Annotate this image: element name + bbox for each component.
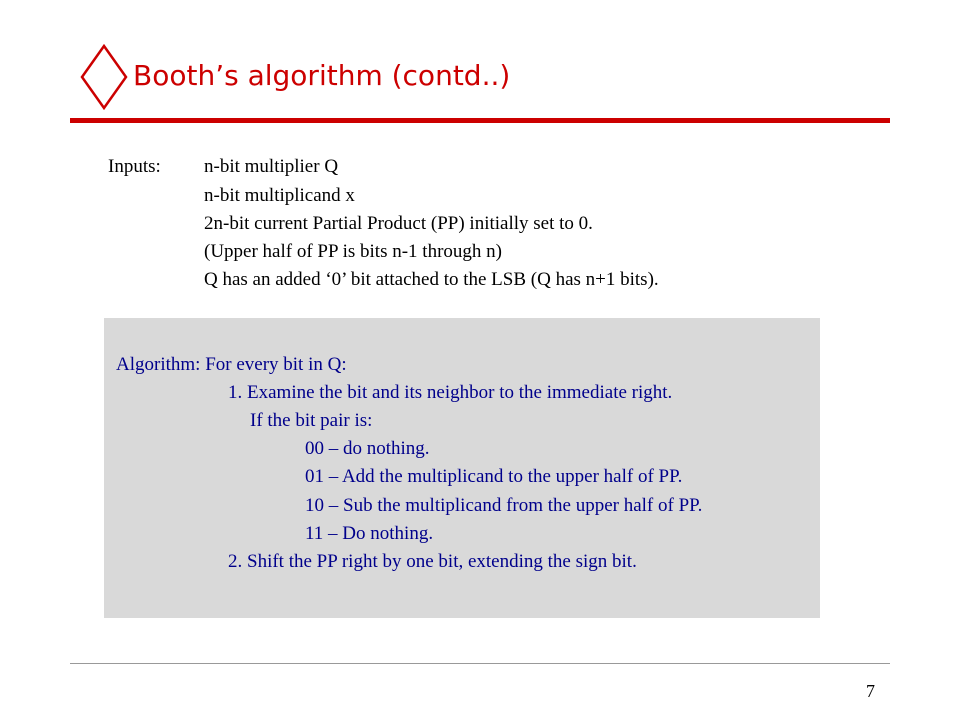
input-line-q-lsb: Q has an added ‘0’ bit attached to the LSB (Q has n+1 bits). <box>204 269 659 290</box>
algorithm-case-10: 10 – Sub the multiplicand from the upper half of PP. <box>305 495 703 516</box>
input-line-multiplicand: n-bit multiplicand x <box>204 185 355 206</box>
input-line-upper-half: (Upper half of PP is bits n-1 through n) <box>204 241 502 262</box>
algorithm-case-00: 00 – do nothing. <box>305 438 430 459</box>
inputs-label: Inputs: <box>108 156 161 177</box>
slide-title: Booth’s algorithm (contd..) <box>133 59 511 92</box>
algorithm-step-2: 2. Shift the PP right by one bit, extending the sign bit. <box>228 551 637 572</box>
algorithm-condition: If the bit pair is: <box>250 410 373 431</box>
diamond-bullet-icon <box>80 44 128 110</box>
page-number: 7 <box>866 681 875 701</box>
algorithm-heading: Algorithm: For every bit in Q: <box>116 354 347 375</box>
footer-divider <box>70 663 890 664</box>
algorithm-box <box>104 318 820 618</box>
input-line-multiplier: n-bit multiplier Q <box>204 156 339 177</box>
algorithm-case-11: 11 – Do nothing. <box>305 523 434 544</box>
algorithm-step-1: 1. Examine the bit and its neighbor to the immediate right. <box>228 382 673 403</box>
algorithm-case-01: 01 – Add the multiplicand to the upper half of PP. <box>305 466 683 487</box>
title-divider <box>70 118 890 123</box>
input-line-partial-product: 2n-bit current Partial Product (PP) initially set to 0. <box>204 213 593 234</box>
